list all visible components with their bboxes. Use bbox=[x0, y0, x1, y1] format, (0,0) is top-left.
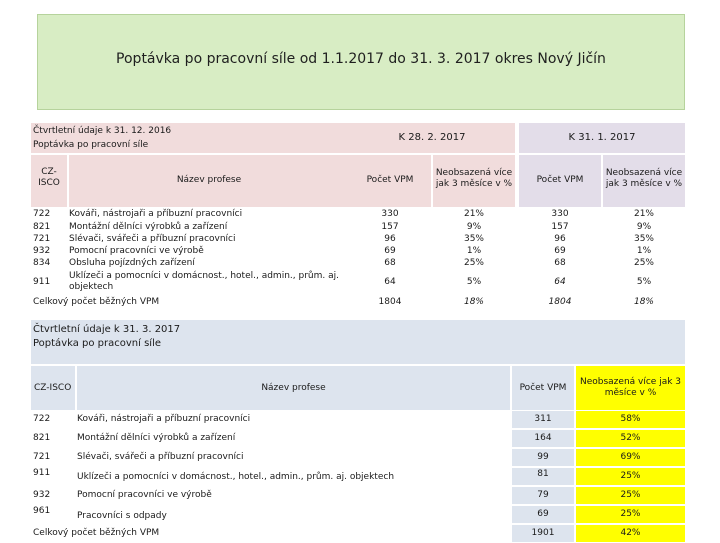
row-code: 932 bbox=[33, 490, 51, 500]
row-code: 722 bbox=[33, 209, 51, 219]
row-pct: 25% bbox=[620, 509, 641, 519]
row-count1: 330 bbox=[381, 209, 399, 219]
row-pct1: 35% bbox=[463, 234, 484, 244]
b-col-unfilled-header: Neobsazená více jak 3 měsíce v % bbox=[579, 377, 682, 398]
table-row bbox=[31, 410, 685, 429]
row-name: Uklízeči a pomocníci v domácnost., hotel., admin., prům. aj. objektech bbox=[69, 271, 339, 292]
row-name: Pomocní pracovníci ve výrobě bbox=[69, 246, 204, 256]
row-count: 69 bbox=[537, 509, 549, 519]
table-row bbox=[31, 448, 685, 467]
top-caption-line1: Čtvrtletní údaje k 31. 12. 2016 bbox=[33, 126, 172, 136]
row-count2: 68 bbox=[554, 258, 566, 268]
bottom-table-body bbox=[31, 410, 685, 543]
total-label: Celkový počet běžných VPM bbox=[33, 528, 160, 538]
row-count2: 157 bbox=[551, 222, 569, 232]
b-col-cz-header: CZ-ISCO bbox=[34, 383, 72, 393]
total-count: 1901 bbox=[531, 528, 555, 538]
row-pct1: 25% bbox=[463, 258, 484, 268]
row-pct: 58% bbox=[620, 414, 641, 424]
b-col-count-header: Počet VPM bbox=[519, 383, 567, 393]
bottom-caption-line2: Poptávka po pracovní síle bbox=[33, 338, 162, 349]
top-table-body bbox=[31, 207, 685, 309]
row-pct2: 9% bbox=[636, 222, 652, 232]
total-count2: 1804 bbox=[548, 297, 572, 307]
row-count2: 69 bbox=[554, 246, 566, 256]
col-cz-header: CZ- ISCO bbox=[38, 167, 60, 188]
row-code: 911 bbox=[33, 468, 51, 478]
row-code: 721 bbox=[33, 452, 51, 462]
total-pct2: 18% bbox=[633, 297, 654, 307]
row-pct: 69% bbox=[620, 452, 641, 462]
row-pct1: 1% bbox=[466, 246, 482, 256]
row-count1: 68 bbox=[384, 258, 396, 268]
row-pct2: 1% bbox=[636, 246, 652, 256]
b-col-name-header: Název profese bbox=[261, 383, 326, 393]
row-pct2: 5% bbox=[636, 277, 652, 287]
total-row bbox=[31, 295, 685, 309]
row-pct: 25% bbox=[620, 471, 641, 481]
col-count2-header: Počet VPM bbox=[536, 175, 584, 185]
row-count1: 96 bbox=[384, 234, 396, 244]
table-row bbox=[31, 505, 685, 524]
row-name: Uklízeči a pomocníci v domácnost., hotel., admin., prům. aj. objektech bbox=[77, 472, 395, 482]
total-pct: 42% bbox=[620, 528, 641, 538]
row-name: Kováři, nástrojaři a příbuzní pracovníci bbox=[69, 209, 243, 219]
total-count1: 1804 bbox=[378, 297, 402, 307]
row-count: 99 bbox=[537, 452, 549, 462]
row-name: Slévači, svářeči a příbuzní pracovníci bbox=[77, 452, 244, 462]
page-title: Poptávka po pracovní síle od 1.1.2017 do 31. 3. 2017 okres Nový Jičín bbox=[116, 51, 606, 67]
col-count1-header: Počet VPM bbox=[366, 175, 414, 185]
row-code: 721 bbox=[33, 234, 51, 244]
row-name: Slévači, svářeči a příbuzní pracovníci bbox=[69, 234, 236, 244]
table-row bbox=[31, 269, 685, 295]
row-count1: 64 bbox=[384, 277, 396, 287]
col-unfilled2-header: Neobsazená více jak 3 měsíce v % bbox=[605, 168, 683, 189]
row-count2: 330 bbox=[551, 209, 569, 219]
title-box bbox=[37, 14, 685, 110]
total-label: Celkový počet běžných VPM bbox=[33, 297, 160, 307]
bottom-caption-line1: Čtvrtletní údaje k 31. 3. 2017 bbox=[33, 324, 181, 335]
row-count: 164 bbox=[534, 433, 552, 443]
row-pct: 25% bbox=[620, 490, 641, 500]
group1-header: K 28. 2. 2017 bbox=[398, 132, 466, 143]
row-pct: 52% bbox=[620, 433, 641, 443]
table-row bbox=[31, 207, 685, 221]
row-name: Montážní dělníci výrobků a zařízení bbox=[69, 222, 228, 232]
row-name: Montážní dělníci výrobků a zařízení bbox=[77, 433, 236, 443]
row-count: 79 bbox=[537, 490, 549, 500]
row-name: Pracovníci s odpady bbox=[77, 511, 167, 521]
row-count2: 96 bbox=[554, 234, 566, 244]
row-pct2: 35% bbox=[633, 234, 654, 244]
table-row bbox=[31, 467, 685, 486]
row-pct1: 5% bbox=[466, 277, 482, 287]
row-count2: 64 bbox=[554, 277, 566, 287]
row-code: 722 bbox=[33, 414, 51, 424]
col-name-header: Název profese bbox=[176, 175, 242, 185]
row-pct2: 25% bbox=[633, 258, 654, 268]
top-caption-line2: Poptávka po pracovní síle bbox=[33, 140, 149, 150]
row-pct1: 21% bbox=[463, 209, 484, 219]
row-count: 311 bbox=[534, 414, 552, 424]
total-pct1: 18% bbox=[463, 297, 484, 307]
table-row bbox=[31, 257, 685, 269]
row-count1: 69 bbox=[384, 246, 396, 256]
table-row bbox=[31, 429, 685, 448]
table-row bbox=[31, 486, 685, 505]
row-count: 81 bbox=[537, 469, 549, 479]
group2-header: K 31. 1. 2017 bbox=[568, 132, 636, 143]
row-pct2: 21% bbox=[633, 209, 654, 219]
row-code: 834 bbox=[33, 258, 51, 268]
row-code: 932 bbox=[33, 246, 51, 256]
row-code: 821 bbox=[33, 222, 51, 232]
row-code: 961 bbox=[33, 506, 51, 516]
row-name: Kováři, nástrojaři a příbuzní pracovníci bbox=[77, 414, 251, 424]
row-code: 911 bbox=[33, 277, 51, 287]
col-unfilled1-header: Neobsazená více jak 3 měsíce v % bbox=[435, 168, 513, 189]
row-code: 821 bbox=[33, 433, 51, 443]
row-pct1: 9% bbox=[466, 222, 482, 232]
row-name: Pomocní pracovníci ve výrobě bbox=[77, 490, 212, 500]
row-count1: 157 bbox=[381, 222, 399, 232]
total-row bbox=[31, 524, 685, 543]
row-name: Obsluha pojízdných zařízení bbox=[69, 258, 195, 268]
